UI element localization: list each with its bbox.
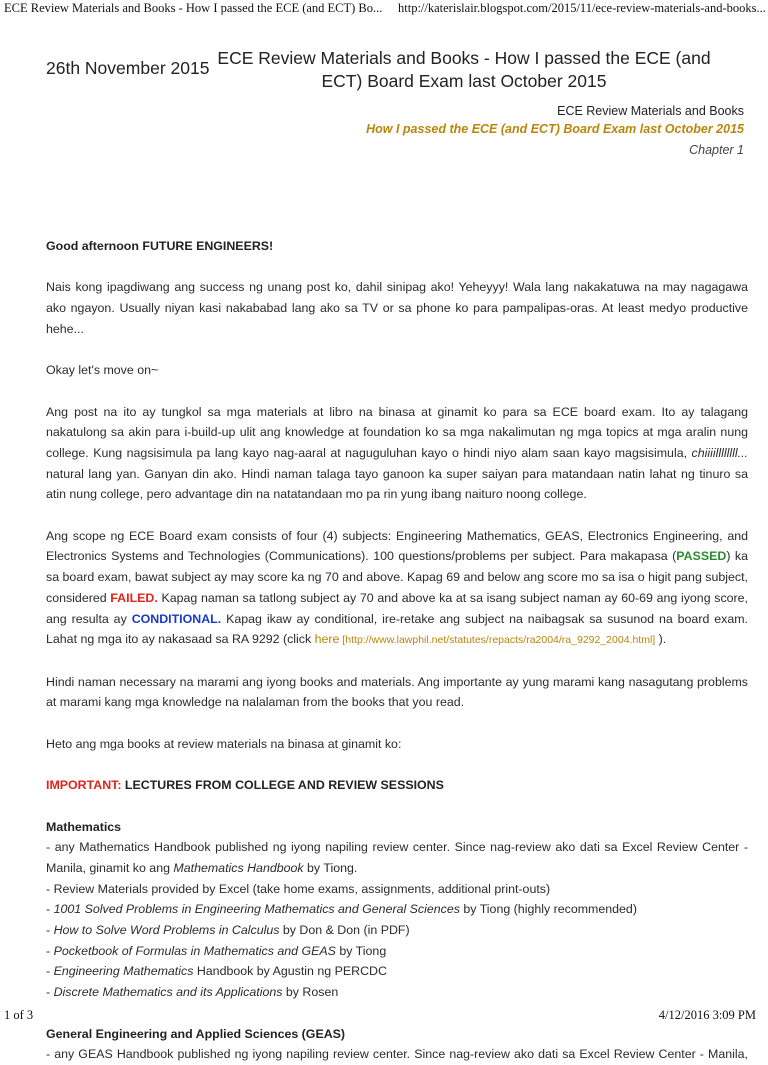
paragraph-4-text-d: Kapag ikaw ay conditional, ire-retake ang subject na naibagsak sa susunod na board exam. Lahat ng mga ito ay nakasaad sa RA 9292 (click	[46, 611, 748, 647]
list-item	[46, 920, 748, 941]
list-item	[46, 982, 748, 1003]
paragraph-6: Heto ang mga books at review materials na binasa at ginamit ko:	[46, 736, 402, 751]
list-item-text: by Tiong.	[303, 860, 358, 875]
list-item	[46, 899, 748, 920]
mathematics-list	[46, 837, 748, 1003]
paragraph-3	[46, 402, 748, 506]
greeting-emphasis: FUTURE ENGINEERS!	[142, 239, 274, 253]
paragraph-4-text-e: ).	[655, 632, 667, 647]
book-title: Pocketbook of Formulas in Mathematics and GEAS	[53, 943, 336, 958]
list-item-text: by Tiong	[335, 943, 387, 958]
passed-label: PASSED	[676, 549, 727, 564]
important-text: LECTURES FROM COLLEGE AND REVIEW SESSIONS	[121, 778, 444, 793]
post-title[interactable]: ECE Review Materials and Books - How I passed the ECE (and ECT) Board Exam last October 2015	[217, 48, 711, 91]
paragraph-3-italic: chiiiillllllll...	[691, 445, 748, 460]
list-item-text: - any Mathematics Handbook published ng iyong napiling review center. Since nag-review ako dati sa Excel Review Center - Manila, ginamit ko ang	[46, 840, 748, 875]
list-item	[46, 961, 748, 982]
page-number: 1 of 3	[4, 1008, 34, 1022]
print-footer	[0, 1004, 768, 1024]
list-item	[46, 879, 748, 900]
list-item-text: -	[46, 964, 54, 979]
post-subtitle-italic: How I passed the ECE (and ECT) Board Exam last October 2015	[366, 122, 744, 136]
list-item-text: -	[46, 902, 54, 917]
list-item-text: - Review Materials provided by Excel (take home exams, assignments, additional print-outs)	[46, 881, 551, 896]
important-heading	[46, 775, 748, 796]
paragraph-4-text-a: Ang scope ng ECE Board exam consists of four (4) subjects: Engineering Mathematics, GEAS, Electronics Engineering, and Electronics Systems and Technologies (Communications). 100 questions/problems per subject. Para makapasa (	[46, 528, 748, 564]
post-subtitle: ECE Review Materials and Books	[557, 104, 744, 118]
book-title: How to Solve Word Problems in Calculus	[53, 923, 280, 938]
greeting-prefix: Good afternoon	[46, 239, 143, 253]
paragraph-2: Okay let's move on~	[46, 363, 159, 378]
important-label: IMPORTANT:	[46, 778, 122, 793]
failed-label: FAILED.	[110, 590, 158, 605]
list-item-text: by Tiong (highly recommended)	[459, 902, 637, 917]
book-title: Engineering Mathematics	[53, 964, 194, 979]
book-title: Discrete Mathematics and its Applications	[53, 985, 283, 1000]
post-date: 26th November 2015	[46, 58, 210, 78]
greeting	[46, 236, 748, 257]
list-item-text: by Don & Don (in PDF)	[279, 923, 410, 938]
print-header-title: ECE Review Materials and Books - How I passed the ECE (and ECT) Bo...	[4, 1, 383, 15]
print-datetime: 4/12/2016 3:09 PM	[658, 1008, 756, 1022]
mathematics-heading: Mathematics	[46, 819, 122, 834]
ra9292-url[interactable]: [http://www.lawphil.net/statutes/repacts/ra2004/ra_9292_2004.html]	[339, 634, 656, 647]
conditional-label: CONDITIONAL.	[131, 611, 222, 626]
list-item-text: -	[46, 985, 54, 1000]
paragraph-1: Nais kong ipagdiwang ang success ng unang post ko, dahil sinipag ako! Yeheyyy! Wala lang nakakatuwa na may nagagawa ako ngayon. Usually niyan kasi nakababad lang ako sa TV or sa phone ko para pampalipas-oras. At least medyo productive hehe...	[46, 280, 748, 336]
list-item	[46, 837, 748, 878]
list-item-text: -	[46, 923, 54, 938]
list-item-text: -	[46, 943, 54, 958]
print-header-url: http://katerislair.blogspot.com/2015/11/ece-review-materials-and-books...	[398, 1, 766, 15]
ra9292-link[interactable]: here	[314, 632, 340, 647]
paragraph-3-text-a: Ang post na ito ay tungkol sa mga materials at libro na binasa at ginamit ko para sa ECE board exam. Ito ay talagang nakatulong sa akin para i-build-up ulit ang knowledge at foundation ko sa mga nakalimutan ng mga topics at mga aralin nung college. Kung nagsisimula pa lang kayo nag-aaral at naguguluhan kayo o hindi niyo alam saan kayo magsisimula,	[46, 404, 748, 460]
paragraph-4	[46, 526, 748, 651]
chapter-label: Chapter 1	[689, 143, 744, 157]
paragraph-3-text-b: natural lang yan. Ganyan din ako. Hindi naman talaga tayo ganoon ka super saiyan para matandaan natin lahat ng tinuro sa atin nung college, pero advantage din na natatandaan mo pa rin yung ibang naituro noong college.	[46, 466, 748, 502]
paragraph-4-text-c: Kapag naman sa tatlong subject ay 70 and above ka at sa isang subject naman ay 60-69 ang iyong score, ang resulta ay	[46, 590, 748, 626]
list-item-text: Handbook by Agustin ng PERCDC	[193, 964, 387, 979]
book-title: Mathematics Handbook	[173, 860, 304, 875]
paragraph-5: Hindi naman necessary na marami ang iyong books and materials. Ang importante ay yung marami kang nasagutang problems at marami kang mga knowledge na nalalaman from the books that you read.	[46, 674, 748, 710]
geas-heading: General Engineering and Applied Sciences (GEAS)	[46, 1026, 346, 1041]
list-item-text: by Rosen	[282, 985, 339, 1000]
list-item	[46, 941, 748, 962]
paragraph-4-text-b: ) ka sa board exam, bawat subject ay may score ka ng 70 and above. Kapag 69 and below ang score mo sa isa o higit pang subject, considered	[46, 549, 748, 605]
geas-list-item: - any GEAS Handbook published ng iyong napiling review center. Since nag-review ako dati sa Excel Review Center - Manila,	[46, 1047, 748, 1062]
book-title: 1001 Solved Problems in Engineering Mathematics and General Sciences	[53, 902, 460, 917]
print-header	[0, 0, 768, 20]
post-body	[46, 236, 748, 1065]
